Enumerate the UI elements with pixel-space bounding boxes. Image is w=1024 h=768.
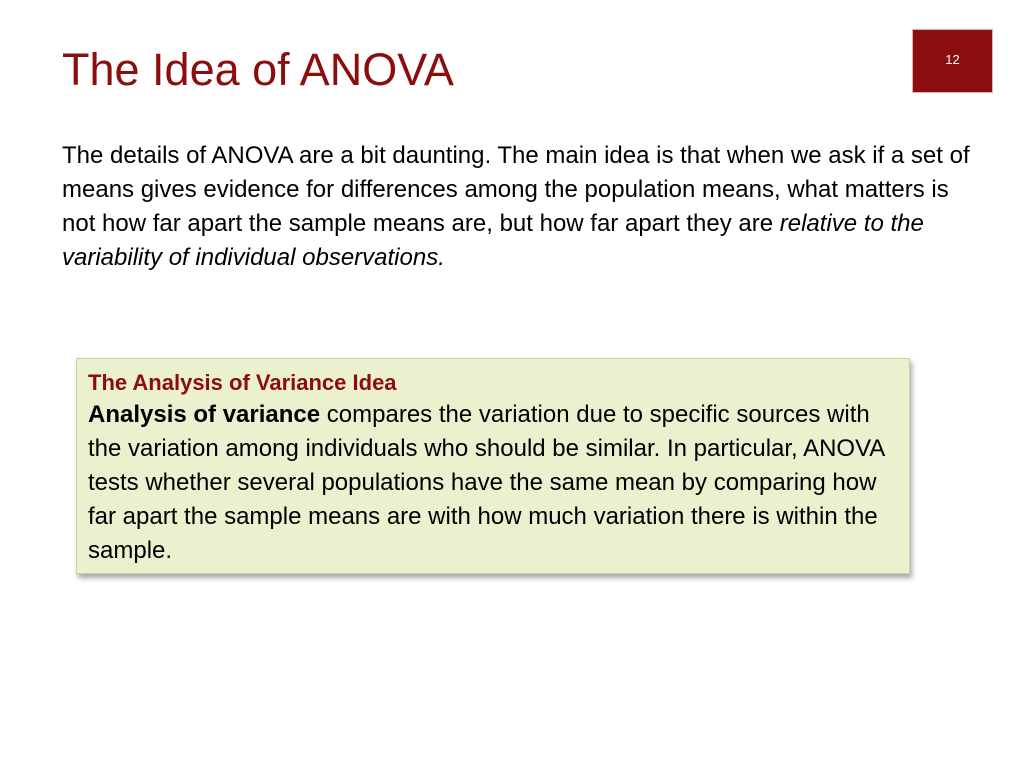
callout-box [76,358,910,574]
body-paragraph [62,139,972,275]
callout-term: Analysis of variance [88,401,321,428]
body-text-main: The details of ANOVA are a bit daunting. The main idea is that when we ask if a set of means gives evidence for differences among the population means, what matters is not how far apart the sample means are, but how far apart they are [62,142,970,237]
body-text-emphasis: relative to the variability of individual observations. [62,210,924,271]
page-number: 12 [945,52,960,67]
slide-title: The Idea of ANOVA [62,44,454,95]
callout-title: The Analysis of Variance Idea [88,370,397,395]
callout-definition [88,398,899,568]
callout-definition-text: compares the variation due to specific sources with the variation among individuals who should be similar. In particular, ANOVA tests whether several populations have the same mean by comparing how far apart the sample means are with how much variation there is within the sample. [88,401,884,564]
page-number-badge [912,29,993,93]
